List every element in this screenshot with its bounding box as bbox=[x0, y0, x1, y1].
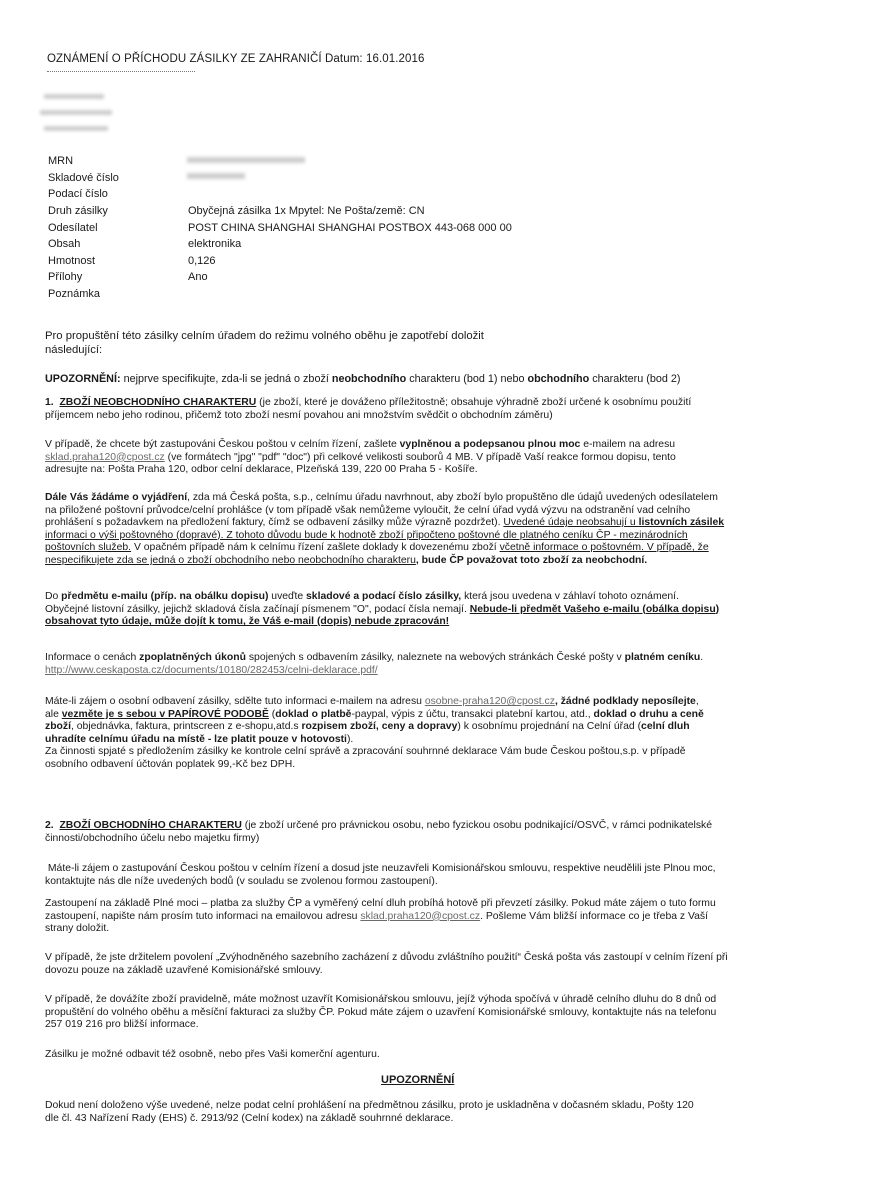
text: osobního odbavení účtován poplatek 99,-Kč bez DPH. bbox=[45, 758, 296, 770]
section2-paragraph-representation bbox=[45, 863, 716, 888]
field-label-mrn: MRN bbox=[48, 155, 74, 167]
redacted-recipient-line bbox=[44, 126, 108, 131]
email-link[interactable]: sklad.praha120@cpost.cz bbox=[360, 910, 481, 922]
bold-text: uhradíte celnímu úřadu na místě - lze platit pouze v hotovosti bbox=[45, 733, 347, 745]
field-label-sender: Odesílatel bbox=[48, 222, 98, 234]
section2-heading bbox=[45, 820, 712, 845]
field-value-shipment-type: Obyčejná zásilka 1x Mpytel: Ne Pošta/země: CN bbox=[188, 205, 425, 217]
section1-paragraph-power-of-attorney bbox=[45, 439, 676, 477]
section1-paragraph-personal-clearance bbox=[45, 696, 704, 772]
footer-heading: UPOZORNĚNÍ bbox=[381, 1074, 455, 1086]
text: Dokud není doloženo výše uvedené, nelze podat celní prohlášení na předmětnou zásilku, proto je uskladněna v dočasném skladu, Pošty 120 bbox=[45, 1100, 694, 1111]
field-label-weight: Hmotnost bbox=[48, 255, 96, 267]
text: propuštění do volného oběhu a měsíční fakturaci za služby ČP. Pokud máte zájem o uzavření Komisionářské smlouvy, kontaktujte nás na telefonu bbox=[45, 1006, 717, 1018]
section1-number: 1. bbox=[45, 397, 54, 408]
text: V případě, že dovážíte zboží pravidelně, máte možnost uzavřít Komisionářskou smlouvu, jejíž výhoda spočívá v úhradě celního dluhu do 8 dnů od bbox=[45, 994, 717, 1005]
text: -paypal, výpis z účtu, transakci platební kartou, atd., bbox=[351, 708, 594, 720]
section2-description: činnosti/obchodního účelu nebo majetku firmy) bbox=[45, 832, 260, 844]
field-label-storage-number: Skladové číslo bbox=[48, 172, 119, 184]
text: , objednávka, faktura, printscreen z e-shopu,atd.s bbox=[70, 721, 302, 733]
text: , zda má Česká pošta, s.p., celnímu úřadu navrhnout, aby zboží bylo propuštěno dle údajů uvedených odesílatelem bbox=[187, 492, 718, 503]
section2-paragraph-special-use bbox=[45, 952, 728, 977]
field-value-weight: 0,126 bbox=[188, 255, 216, 267]
price-list-link[interactable]: http://www.ceskaposta.cz/documents/10180/282453/celni-deklarace.pdf/ bbox=[45, 664, 378, 676]
section1-title: ZBOŽÍ NEOBCHODNÍHO CHARAKTERU bbox=[59, 397, 257, 408]
text: strany doložit. bbox=[45, 923, 110, 935]
section2-paragraph-agency bbox=[45, 1049, 380, 1062]
underlined-bold-text: listovních zásilek bbox=[638, 517, 725, 529]
warning-label: UPOZORNĚNÍ: bbox=[45, 373, 121, 385]
text: Do bbox=[45, 591, 62, 602]
email-link[interactable]: osobne-praha120@cpost.cz bbox=[424, 696, 555, 707]
text: spojených s odbavením zásilky, naleznete na webových stránkách České pošty v bbox=[245, 652, 625, 663]
field-label-shipment-type: Druh zásilky bbox=[48, 205, 108, 217]
bold-text: doklad o platbě bbox=[275, 708, 352, 720]
text: Informace o cenách bbox=[45, 652, 140, 663]
email-link[interactable]: sklad.praha120@cpost.cz bbox=[45, 451, 165, 463]
text: uveďte bbox=[268, 591, 307, 602]
underlined-text: poštovních služeb. bbox=[45, 542, 132, 554]
section2-paragraph-power-of-attorney bbox=[45, 898, 716, 936]
power-of-attorney-emphasis: vyplněnou a podepsanou plnou moc bbox=[399, 439, 581, 450]
section1-paragraph-fees bbox=[45, 652, 703, 677]
text: ( bbox=[268, 708, 276, 720]
redacted-mrn-value bbox=[187, 157, 305, 163]
section2-paragraph-commission-contract bbox=[45, 994, 716, 1032]
underlined-text: Uvedené údaje neobsahují u bbox=[503, 517, 639, 529]
text: která jsou uvedena v záhlaví tohoto oznámení. bbox=[461, 591, 679, 602]
underlined-bold-text: Nebude-li předmět Vašeho e-mailu (obálka dopisu) bbox=[469, 603, 720, 615]
header-divider bbox=[47, 71, 195, 72]
redacted-storage-number-value bbox=[187, 173, 245, 179]
text: ale bbox=[45, 708, 62, 720]
field-label-posting-number: Podací číslo bbox=[48, 188, 108, 200]
underlined-text: nespecifikujete zda se jedná o zboží obchodního nebo neobchodního charakteru bbox=[45, 554, 416, 566]
text: prohlášení s požadavkem na předložení faktury, čímž se odbavení zásilky může výrazně pozdržet). bbox=[45, 517, 504, 529]
text: V opačném případě nám k celnímu řízení zašlete doklady k dovezenému zboží bbox=[131, 542, 500, 554]
text: , bbox=[695, 696, 699, 707]
underlined-bold-text: vezměte je s sebou v PAPÍROVÉ PODOBĚ bbox=[61, 708, 269, 720]
text: V případě, že chcete být zastupováni Českou poštou v celním řízení, zašlete bbox=[45, 439, 400, 450]
underlined-text: včetně informace o poštovném. V případě, že bbox=[499, 542, 709, 554]
text: . Pošleme Vám bližší informace co je třeba z Vaší bbox=[480, 910, 708, 922]
bold-text: zpoplatněných úkonů bbox=[139, 652, 246, 663]
bold-text: skladové a podací číslo zásilky, bbox=[306, 591, 462, 602]
bold-text: doklad o druhu a ceně bbox=[593, 708, 704, 720]
request-emphasis: Dále Vás žádáme o vyjádření bbox=[45, 492, 188, 503]
text: Obyčejné listovní zásilky, jejichž skladová čísla začínají písmenem "O", podací čísla nemají. bbox=[45, 603, 470, 615]
redacted-recipient-line bbox=[44, 94, 104, 99]
bold-text: , bude ČP považovat toto zboží za neobchodní. bbox=[415, 554, 648, 566]
bold-text: platném ceníku bbox=[624, 652, 701, 663]
notice-title: OZNÁMENÍ O PŘÍCHODU ZÁSILKY ZE ZAHRANIČÍ bbox=[47, 53, 322, 65]
text: Máte-li zájem o osobní odbavení zásilky, sdělte tuto informaci e-mailem na adresu bbox=[45, 696, 425, 707]
warning-text: charakteru (bod 1) nebo bbox=[406, 373, 528, 385]
text: V případě, že jste držitelem povolení „Zvýhodněného sazebního zacházení z důvodu zvláštního použití“ Česká pošta vás zastoupí v celním řízení při bbox=[45, 952, 728, 963]
bold-text: , žádné podklady neposílejte bbox=[554, 696, 696, 707]
bold-text: předmětu e-mailu (příp. na obálku dopisu) bbox=[61, 591, 269, 602]
text: na přiložené poštovní průvodce/celní prohlášce (v tom případě však nemůžeme vyloučit, že celní úřad vydá výzvu na odstranění vad celního bbox=[45, 504, 691, 516]
text: . bbox=[700, 652, 704, 663]
redacted-recipient-line bbox=[40, 110, 112, 115]
section2-description: (je zboží určené pro právnickou osobu, nebo fyzickou osobu podnikající/OSVČ, v rámci podnikatelské bbox=[241, 820, 712, 831]
text: e-mailem na adresu bbox=[580, 439, 676, 450]
warning-commercial: obchodního bbox=[527, 373, 590, 385]
section2-number: 2. bbox=[45, 820, 54, 831]
section1-paragraph-email-subject bbox=[45, 591, 719, 629]
text: Zásilku je možné odbavit též osobně, nebo přes Vaši komerční agenturu. bbox=[45, 1049, 380, 1060]
text: zastoupení, napište nám prosím tuto informaci na emailovou adresu bbox=[45, 910, 361, 922]
text: dovozu pouze na základě uzavřené Komisionářské smlouvy. bbox=[45, 964, 323, 976]
intro-line: následující: bbox=[45, 343, 103, 356]
field-value-sender: POST CHINA SHANGHAI SHANGHAI POSTBOX 443-068 000 00 bbox=[188, 222, 512, 234]
underlined-bold-text: obsahovat tyto údaje, může dojít k tomu, že Váš e-mail (dopis) nebude zpracován! bbox=[45, 616, 450, 628]
field-label-note: Poznámka bbox=[48, 288, 100, 300]
field-label-attachments: Přílohy bbox=[48, 271, 83, 283]
field-label-contents: Obsah bbox=[48, 238, 81, 250]
field-value-attachments: Ano bbox=[188, 271, 208, 283]
section1-heading bbox=[45, 397, 691, 422]
text: Za činnosti spjaté s předložením zásilky ke kontrole celní správě a zpracování souhrnné deklarace Vám bude Českou poštou,s.p. v případě bbox=[45, 746, 686, 758]
bold-text: celní dluh bbox=[641, 721, 690, 733]
text: ). bbox=[346, 733, 354, 745]
underlined-text: informaci o výši poštovného (dopravé). Z tohoto důvodu bude k hodnotě zboží připočteno poštovné dle platného ceníku ČP - mezinárodních bbox=[45, 529, 688, 541]
date-label: Datum: bbox=[325, 53, 363, 65]
text: dle čl. 43 Nařízení Rady (EHS) č. 2913/92 (Celní kodex) na základě souhrnné deklarace. bbox=[45, 1112, 454, 1124]
text: Zastoupení na základě Plné moci – platba za služby ČP a vyměřený celní dluh probíhá hotově při převzetí zásilky. Pokud máte zájem o tuto formu bbox=[45, 898, 716, 909]
text: (ve formátech "jpg" "pdf" "doc") při celkové velikosti souborů 4 MB. V případě Vaší reakce formou dopisu, tento bbox=[164, 451, 676, 463]
section1-description: příjemcem nebo jeho rodinou, přičemž toto zboží nesmí povahou ani množstvím svědčit o obchodním záměru) bbox=[45, 409, 553, 421]
text: 257 019 216 pro bližší informace. bbox=[45, 1019, 199, 1031]
notice-date: 16.01.2016 bbox=[365, 53, 425, 65]
bold-text: rozpisem zboží, ceny a dopravy bbox=[301, 721, 458, 733]
section1-description: (je zboží, které je dováženo příležitostně; obsahuje výhradně zboží určené k osobnímu použití bbox=[256, 397, 692, 408]
intro-line: Pro propuštění této zásilky celním úřadem do režimu volného oběhu je zapotřebí doložit bbox=[45, 330, 484, 342]
warning-text: charakteru (bod 2) bbox=[589, 373, 681, 385]
warning-text: nejprve specifikujte, zda-li se jedná o zboží bbox=[120, 373, 332, 385]
intro-paragraph bbox=[45, 330, 484, 357]
section1-paragraph-declaration bbox=[45, 492, 724, 568]
warning-noncommercial: neobchodního bbox=[331, 373, 407, 385]
text: kontaktujte nás dle níže uvedených bodů (v souladu se zvolenou formou zastoupení). bbox=[45, 875, 438, 887]
text: Máte-li zájem o zastupování Českou poštou v celním řízení a dosud jste neuzavřeli Komisionářskou smlouvu, respektive neudělili jste Plnou moc, bbox=[47, 863, 716, 874]
warning-line bbox=[45, 373, 681, 386]
field-value-contents: elektronika bbox=[188, 238, 242, 250]
footer-paragraph bbox=[45, 1100, 694, 1125]
section2-title: ZBOŽÍ OBCHODNÍHO CHARAKTERU bbox=[59, 820, 242, 831]
text: ) k osobnímu projednání na Celní úřad ( bbox=[457, 721, 642, 733]
bold-text: zboží bbox=[45, 721, 71, 733]
text: adresujte na: Pošta Praha 120, odbor celní deklarace, Plzeňská 139, 220 00 Praha 5 - Košíře. bbox=[45, 464, 478, 476]
notice-header bbox=[47, 53, 425, 65]
